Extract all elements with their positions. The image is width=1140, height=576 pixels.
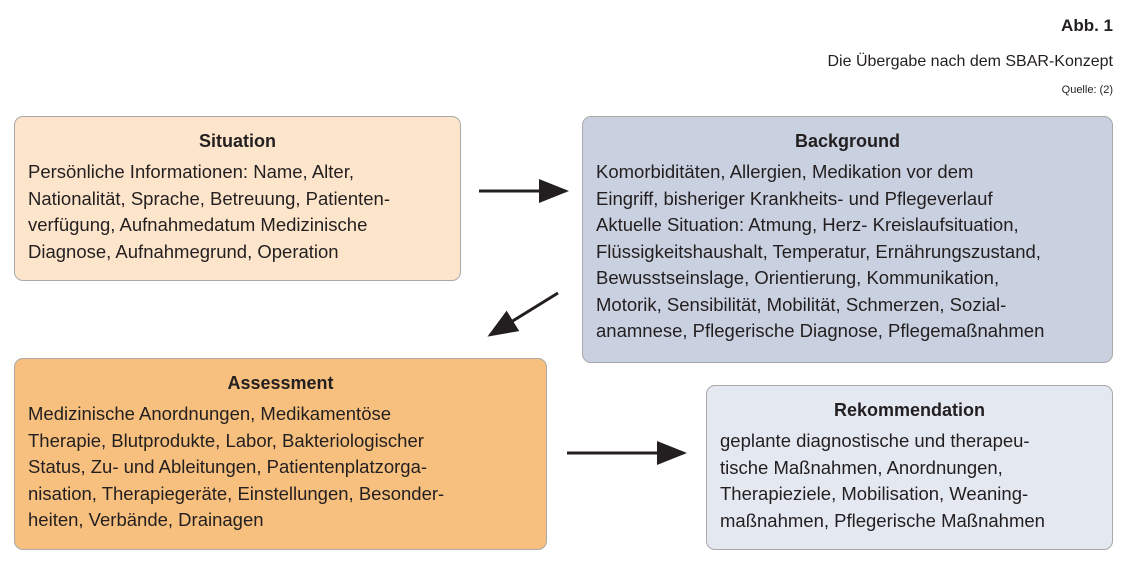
figure-source: Quelle: (2) (1061, 84, 1113, 96)
assessment-text: Medizinische Anordnungen, Medikamentöse Therapie, Blutprodukte, Labor, Bakteriologischer Status, Zu- und Ableitungen, Patientenplatzorga- nisation, Therapiegeräte, Einstellungen, Besonder- heiten, Verbände, Drainagen (28, 403, 445, 530)
background-title: Background (794, 131, 900, 151)
arrow-background-to-assessment (490, 293, 558, 335)
figure-title: Die Übergabe nach dem SBAR-Konzept (827, 53, 1113, 70)
background-text: Komorbiditäten, Allergien, Medikation vor dem Eingriff, bisheriger Krankheits- und Pflegeverlauf Aktuelle Situation: Atmung, Herz- Kreislaufsituation, Flüssigkeitshaushalt, Temperatur, Ernährungszustand, Bewusstseinslage, Orientierung, Kommunikation, Motorik, Sensibilität, Mobilität, Schmerzen, Sozial- anamnese, Pflegerische Diagnose, Pflegemaßnahmen (596, 161, 1045, 341)
assessment-title: Assessment (227, 373, 334, 393)
situation-text: Persönliche Informationen: Name, Alter, Nationalität, Sprache, Betreuung, Patienten- verfügung, Aufnahmedatum Medizinische Diagnose, Aufnahmegrund, Operation (28, 161, 391, 262)
recommendation-title: Rekommendation (833, 400, 986, 420)
figure-number: Abb. 1 (1061, 16, 1113, 35)
situation-title: Situation (199, 131, 276, 151)
recommendation-text: geplante diagnostische und therapeu- tische Maßnahmen, Anordnungen, Therapieziele, Mobilisation, Weaning- maßnahmen, Pflegerische Maßnahmen (720, 430, 1045, 531)
